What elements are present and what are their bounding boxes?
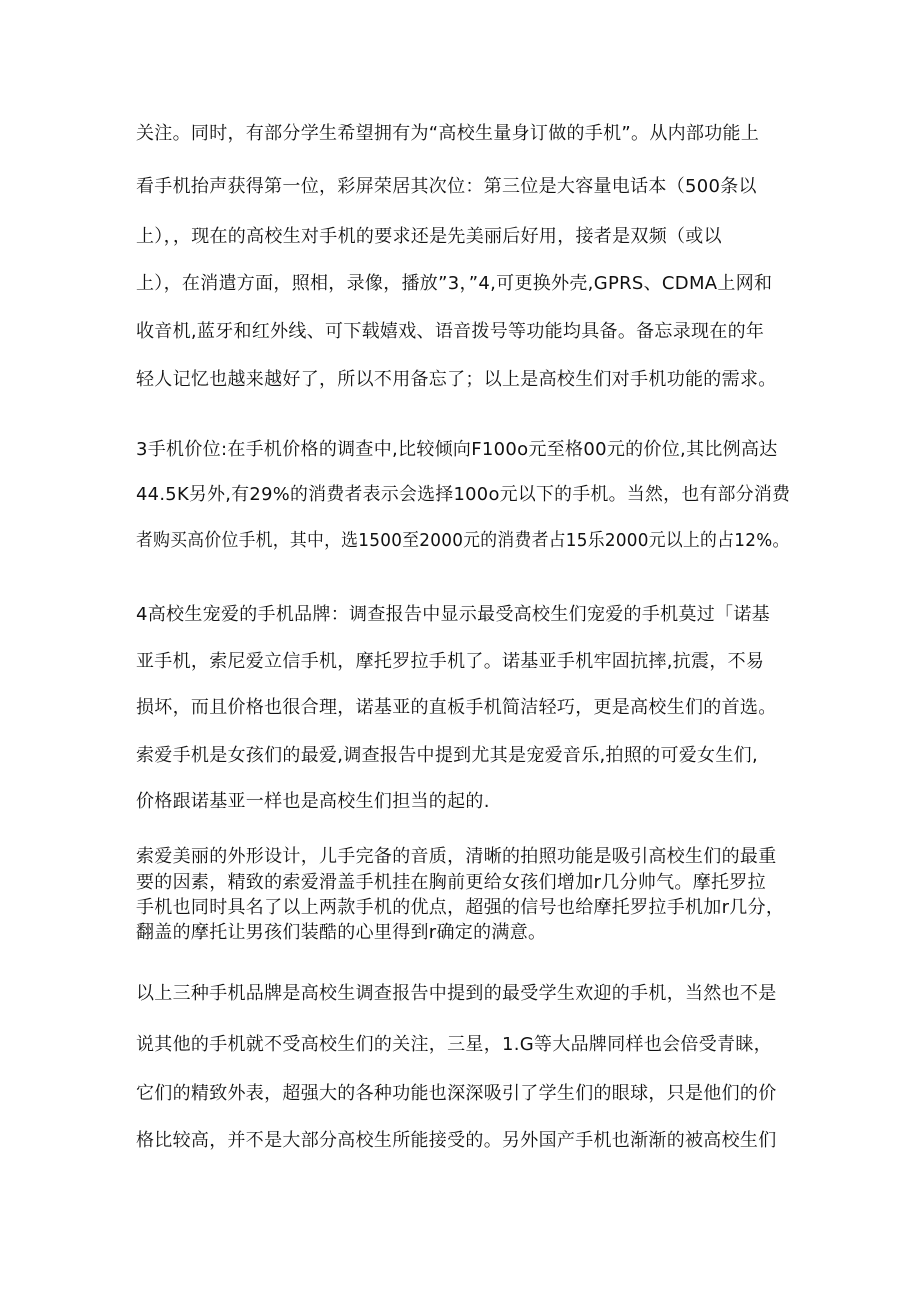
text-line: 说其他的手机就不受高校生们的关注，三星，1.G等大品牌同样也会倍受青睐， <box>136 1034 772 1055</box>
text-line: 亚手机，索尼爱立信手机，摩托罗拉手机了。诺基亚手机牢固抗摔,抗震，不易 <box>136 651 765 672</box>
text-line: 它们的精致外表，超强大的各种功能也深深吸引了学生们的眼球，只是他们的价 <box>136 1083 777 1104</box>
text-line: 价格跟诺基亚一样也是高校生们担当的起的. <box>136 791 490 812</box>
text-line: 3手机价位:在手机价格的调查中,比较倾向F100o元至格00元的价位,其比例高达 <box>136 439 778 460</box>
text-line: 关注。同时，有部分学生希望拥有为“高校生量身订做的手机”。从内部功能上 <box>136 123 760 144</box>
text-line: 格比较高，并不是大部分高校生所能接受的。另外国产手机也渐渐的被高校生们 <box>136 1130 777 1151</box>
text-line: 以上三种手机品牌是高校生调查报告中提到的最受学生欢迎的手机，当然也不是 <box>136 983 777 1004</box>
text-line: 翻盖的摩托让男孩们装酷的心里得到r确定的满意。 <box>136 922 547 943</box>
text-line: 索爱美丽的外形设计，儿手完备的音质，清晰的拍照功能是吸引高校生们的最重 <box>136 846 777 867</box>
text-line: 上），，现在的高校生对手机的要求还是先美丽后好用，接者是双频（或以 <box>136 226 722 247</box>
text-line: 者购买高价位手机，其中，选1500至2000元的消费者占15乐2000元以上的占12%。 <box>136 530 790 551</box>
text-line: 索爱手机是女孩们的最爱,调查报告中提到尤其是宠爱音乐,拍照的可爱女生们, <box>136 745 758 766</box>
text-line: 收音机,蓝牙和红外线、可下载嬉戏、语音拨号等功能均具备。备忘录现在的年 <box>136 321 765 342</box>
text-line: 损坏，而且价格也很合理，诺基亚的直板手机简洁轻巧，更是高校生们的首选。 <box>136 697 777 718</box>
text-line: 要的因素，精致的索爱滑盖手机挂在胸前更给女孩们增加r几分帅气。摩托罗拉 <box>136 872 766 893</box>
text-line: 看手机抬声获得第一位，彩屏荣居其次位：第三位是大容量电话本（500条以 <box>136 176 757 197</box>
text-line: 上），在消遣方面，照相，录像，播放”3，”4,可更换外壳,GPRS、CDMA上网和 <box>136 273 773 294</box>
text-line: 4高校生宠爱的手机品牌：调查报告中显示最受高校生们宠爱的手机莫过「诺基 <box>136 604 770 625</box>
text-line: 手机也同时具名了以上两款手机的优点，超强的信号也给摩托罗拉手机加r几分， <box>136 897 785 918</box>
text-line: 轻人记忆也越来越好了，所以不用备忘了；以上是高校生们对手机功能的需求。 <box>136 369 777 390</box>
text-line: 44.5K另外,有29%的消费者表示会选择100o元以下的手机。当然，也有部分消费 <box>136 484 791 505</box>
